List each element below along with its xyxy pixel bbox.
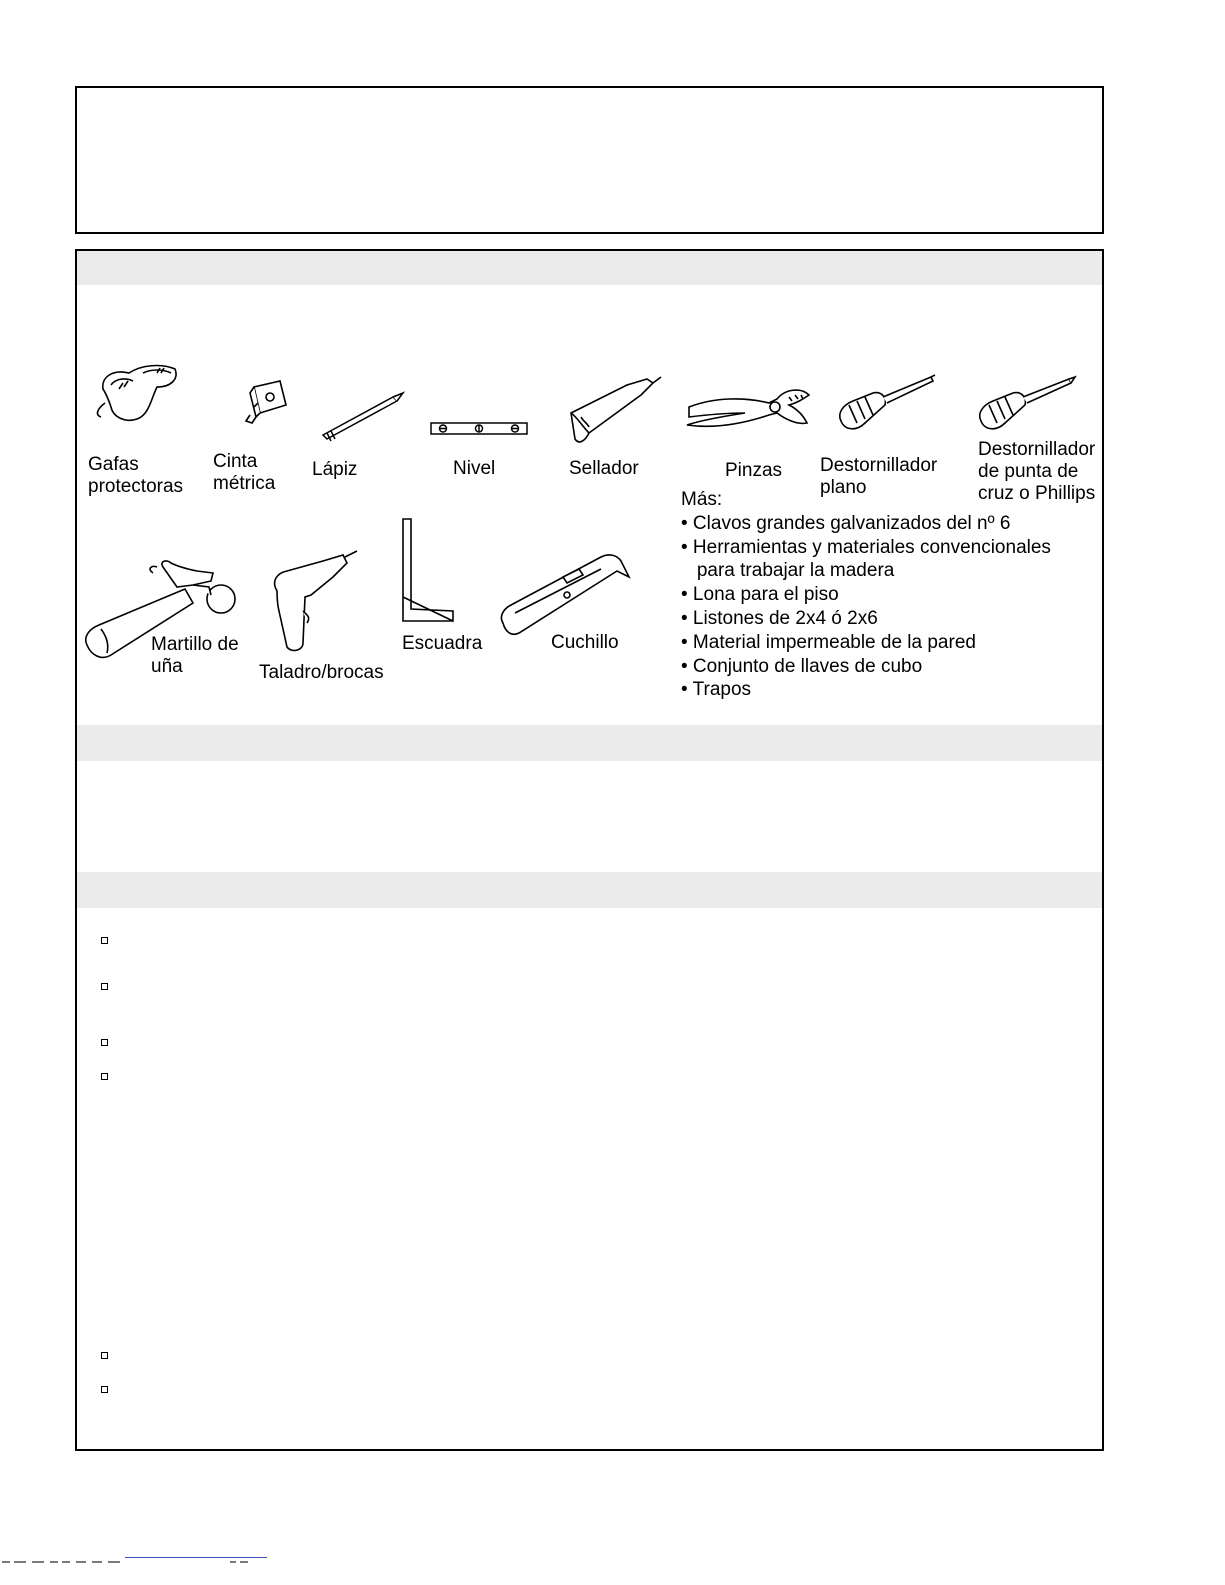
label-destornillador-phillips: Destornillador de punta de cruz o Phillips xyxy=(978,439,1096,504)
label-destornillador-plano: Destornillador plano xyxy=(820,455,938,498)
additional-materials-list xyxy=(681,488,1051,702)
carpenter-square-icon xyxy=(397,517,457,625)
section-header-tools xyxy=(77,251,1102,285)
checkbox[interactable] xyxy=(101,1073,108,1080)
label-lapiz: Lápiz xyxy=(312,459,358,480)
list-item: • Material impermeable de la pared xyxy=(681,631,976,653)
checkbox[interactable] xyxy=(101,1039,108,1046)
flat-screwdriver-icon xyxy=(835,375,937,439)
label-martillo: Martillo de uña xyxy=(151,634,239,677)
list-item: para trabajar la madera xyxy=(681,560,895,582)
safety-goggles-icon xyxy=(91,359,181,427)
tools-section xyxy=(75,249,1104,1451)
section-header-3 xyxy=(77,872,1102,908)
label-gafas-protectoras: Gafas protectoras xyxy=(88,454,184,497)
list-item: • Clavos grandes galvanizados del nº 6 xyxy=(681,512,1011,534)
section-header-2 xyxy=(77,725,1102,761)
label-escuadra: Escuadra xyxy=(402,633,483,654)
list-item: • Trapos xyxy=(681,679,752,701)
footer-marks xyxy=(0,1560,260,1585)
label-nivel: Nivel xyxy=(453,458,496,479)
pencil-icon xyxy=(319,391,405,443)
list-item: • Herramientas y materiales convencionales xyxy=(681,536,1051,558)
tape-measure-icon xyxy=(242,377,292,427)
label-cuchillo: Cuchillo xyxy=(551,632,619,653)
utility-knife-icon xyxy=(497,547,631,639)
label-pinzas: Pinzas xyxy=(725,460,783,481)
pliers-icon xyxy=(685,385,813,435)
checkbox[interactable] xyxy=(101,1386,108,1393)
footer-link-underline xyxy=(125,1557,267,1558)
list-item: • Conjunto de llaves de cubo xyxy=(681,655,923,677)
sealant-tube-icon xyxy=(567,377,663,449)
drill-icon xyxy=(267,551,361,655)
checkbox[interactable] xyxy=(101,983,108,990)
list-item: • Lona para el piso xyxy=(681,584,839,606)
list-item: • Listones de 2x4 ó 2x6 xyxy=(681,607,878,629)
additional-heading: Más: xyxy=(681,489,723,510)
label-taladro: Taladro/brocas xyxy=(259,662,384,683)
level-icon xyxy=(429,419,529,439)
phillips-screwdriver-icon xyxy=(977,377,1077,437)
label-cinta-metrica: Cinta métrica xyxy=(213,451,276,494)
checkbox[interactable] xyxy=(101,1352,108,1359)
notice-box xyxy=(75,86,1104,234)
label-sellador: Sellador xyxy=(569,458,639,479)
checkbox[interactable] xyxy=(101,937,108,944)
